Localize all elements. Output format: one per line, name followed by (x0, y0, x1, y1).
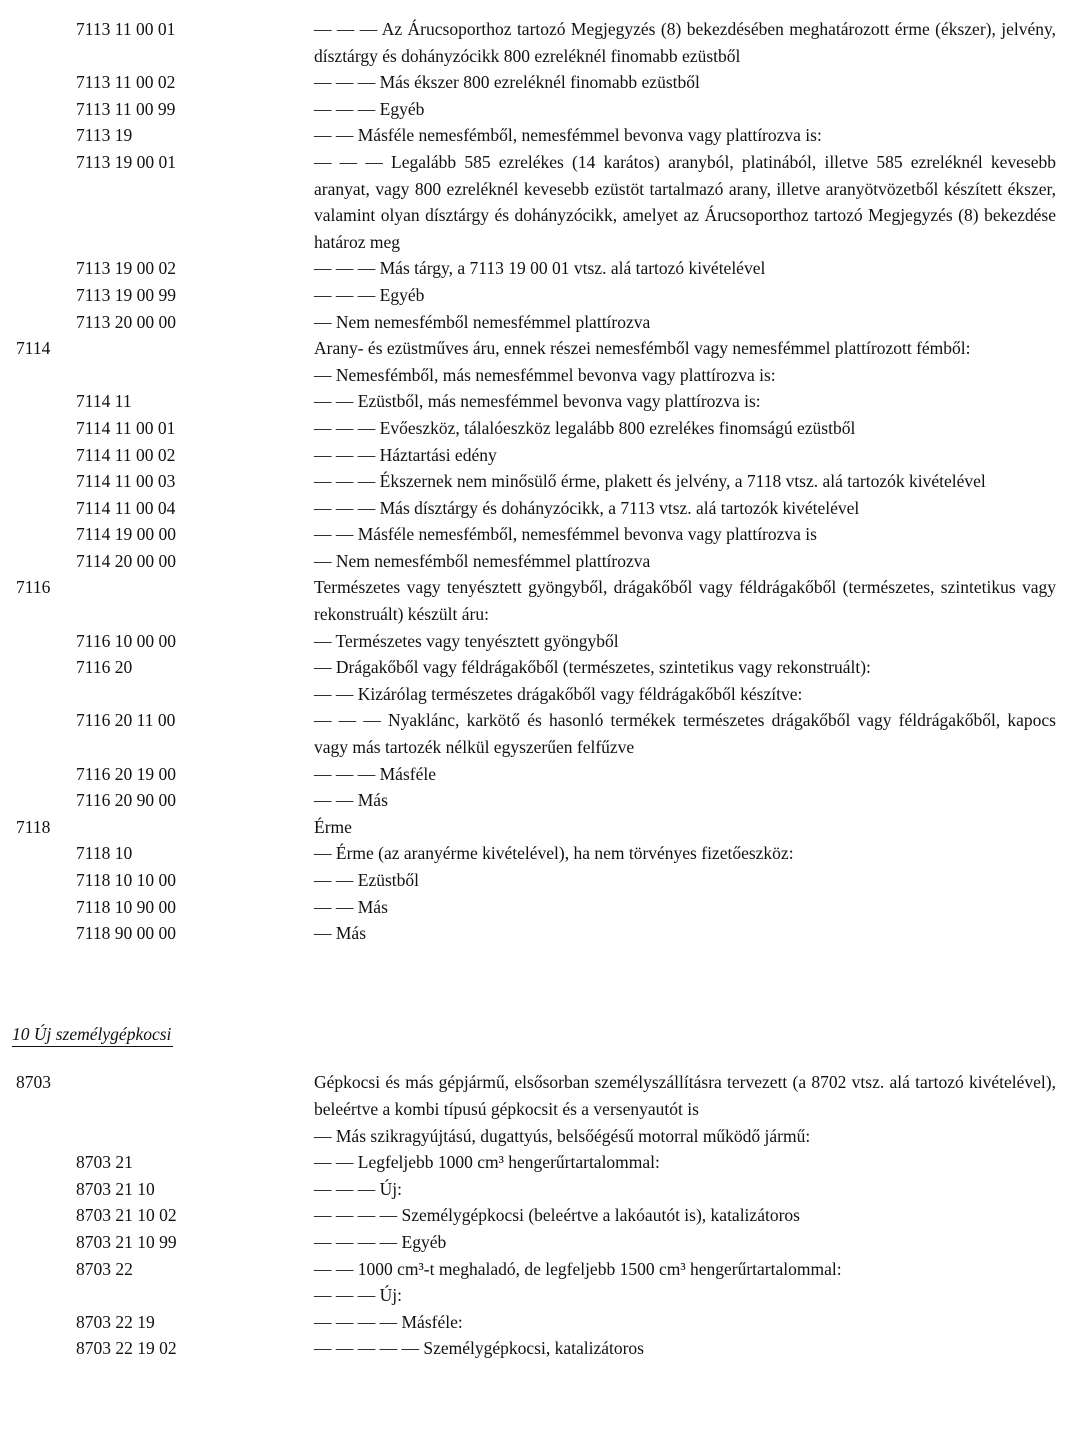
tariff-code: 7114 11 00 03 (76, 471, 176, 492)
tariff-row (0, 1069, 1080, 1122)
tariff-description: — Drágakőből vagy féldrágakőből (természetes, szintetikus vagy rekonstruált): (314, 657, 871, 678)
tariff-row (0, 840, 1080, 867)
tariff-code: 7116 20 11 00 (76, 710, 176, 731)
tariff-row (0, 468, 1080, 495)
tariff-description: — Más (314, 923, 367, 944)
tariff-code: 7116 20 19 00 (76, 763, 176, 784)
tariff-description: — — — Ékszernek nem minősülő érme, plakett és jelvény, a 7118 vtsz. alá tartozók kivételével (314, 471, 986, 492)
tariff-row (0, 1149, 1080, 1176)
tariff-description: — — — Más dísztárgy és dohányzócikk, a 7113 vtsz. alá tartozók kivételével (314, 497, 860, 518)
tariff-row (0, 920, 1080, 947)
tariff-code (0, 1282, 314, 1309)
tariff-code: 7114 11 00 04 (76, 497, 176, 518)
tariff-row (0, 574, 1080, 627)
tariff-code: 7114 19 00 00 (76, 524, 176, 545)
tariff-code: 7114 11 00 02 (76, 444, 176, 465)
tariff-row (0, 867, 1080, 894)
tariff-code: 7116 20 90 00 (76, 790, 176, 811)
tariff-description: — Nemesfémből, más nemesfémmel bevonva vagy plattírozva is: (314, 364, 776, 385)
tariff-code: 7113 11 00 01 (76, 19, 176, 39)
tariff-row (0, 69, 1080, 96)
tariff-row (0, 1309, 1080, 1336)
tariff-code: 7113 19 00 02 (76, 258, 176, 279)
tariff-description: — — — Másféle (314, 763, 436, 784)
tariff-description: — — Kizárólag természetes drágakőből vagy féldrágakőből készítve: (314, 683, 803, 704)
tariff-description: — — Legfeljebb 1000 cm³ hengerűrtartalommal: (314, 1152, 660, 1173)
tariff-description: — — — Nyaklánc, karkötő és hasonló termékek természetes drágakőből vagy féldrágakőből, kapocs vagy más tartozék nélkül egyszerűen felfűzve (314, 710, 1056, 758)
tariff-code: 7114 20 00 00 (76, 550, 176, 571)
tariff-code: 7116 10 00 00 (76, 630, 176, 651)
tariff-code: 7113 11 00 99 (76, 98, 176, 119)
tariff-code: 7114 11 (76, 391, 132, 412)
tariff-code: 7114 11 00 01 (76, 417, 176, 438)
spacer (0, 947, 1080, 999)
tariff-row (0, 442, 1080, 469)
tariff-code: 8703 21 (76, 1152, 133, 1173)
tariff-row (0, 521, 1080, 548)
tariff-row (0, 388, 1080, 415)
tariff-row (0, 1335, 1080, 1362)
section-heading-row (0, 1021, 1080, 1048)
tariff-description: — — — — Másféle: (314, 1311, 463, 1332)
tariff-code: 7118 10 10 00 (76, 870, 176, 890)
tariff-row (0, 548, 1080, 575)
tariff-code: 7118 90 00 00 (76, 923, 176, 944)
tariff-description: — — — Az Árucsoporthoz tartozó Megjegyzés (8) bekezdésében meghatározott érme (ékszer), jelvény, dísztárgy és dohányzócikk 800 ezreléknél finomabb ezüstből (314, 19, 1056, 66)
tariff-row (0, 1229, 1080, 1256)
tariff-description: — — Más (314, 896, 388, 917)
tariff-code: 7114 (16, 338, 51, 359)
tariff-code: 8703 (16, 1072, 51, 1093)
tariff-description: — Érme (az aranyérme kivételével), ha nem törvényes fizetőeszköz: (314, 843, 794, 864)
tariff-code: 8703 21 10 (76, 1178, 155, 1199)
tariff-row (0, 309, 1080, 336)
tariff-description: — — — — — Személygépkocsi, katalizátoros (314, 1338, 644, 1359)
tariff-description: — — — Más tárgy, a 7113 19 00 01 vtsz. alá tartozó kivételével (314, 258, 766, 279)
tariff-description: — — — Más ékszer 800 ezreléknél finomabb ezüstből (314, 72, 700, 93)
tariff-code: 8703 22 19 (76, 1311, 155, 1332)
tariff-table-jewellery (0, 16, 1080, 947)
tariff-description: Érme (314, 816, 352, 837)
tariff-row (0, 362, 1080, 389)
tariff-code: 8703 21 10 99 (76, 1231, 177, 1252)
tariff-description: — — — Egyéb (314, 284, 425, 305)
spacer (0, 1047, 1080, 1069)
tariff-code: 7113 19 00 01 (76, 151, 176, 172)
tariff-row (0, 1282, 1080, 1309)
tariff-document (0, 16, 1080, 1362)
tariff-row (0, 814, 1080, 841)
tariff-row (0, 894, 1080, 921)
tariff-description: — — — Legalább 585 ezrelékes (14 karátos) aranyból, platinából, illetve 585 ezreléknél kevesebb aranyat, vagy 800 ezreléknél kevesebb ezüstöt tartalmazó arany, illetve aranyötvözetből készített ékszer, valamint olyan dísztárgy és dohányzócikk, amelyet az Árucsoporthoz tartozó Megjegyzés (8) bekezdése határoz meg (314, 151, 1056, 252)
tariff-description: — — — Egyéb (314, 98, 425, 119)
tariff-description: — — Más (314, 790, 388, 811)
tariff-code: 8703 21 10 02 (76, 1205, 177, 1226)
tariff-description: Arany- és ezüstműves áru, ennek részei nemesfémből vagy nemesfémmel plattírozott fémből: (314, 338, 971, 359)
tariff-code: 7118 10 90 00 (76, 896, 176, 917)
tariff-code: 7118 10 (76, 843, 133, 864)
tariff-code (0, 362, 314, 389)
tariff-description: — Más szikragyújtású, dugattyús, belsőégésű motorral működő jármű: (314, 1125, 811, 1146)
tariff-row (0, 282, 1080, 309)
tariff-description: — — — — Egyéb (314, 1231, 447, 1252)
tariff-row (0, 628, 1080, 655)
tariff-code (0, 1123, 314, 1150)
section-title: 10 Új személygépkocsi (12, 1022, 173, 1047)
tariff-row (0, 787, 1080, 814)
tariff-code: 7113 20 00 00 (76, 311, 176, 332)
tariff-description: — — — Új: (314, 1285, 402, 1306)
tariff-description: — — Másféle nemesfémből, nemesfémmel bevonva vagy plattírozva is: (314, 125, 822, 146)
tariff-description: — — — Háztartási edény (314, 444, 497, 465)
tariff-description: — — Ezüstből (314, 870, 419, 890)
tariff-row (0, 1202, 1080, 1229)
tariff-code: 8703 22 19 02 (76, 1338, 177, 1359)
tariff-code: 7113 19 (76, 125, 133, 146)
tariff-row (0, 16, 1080, 69)
tariff-description: — — — Evőeszköz, tálalóeszköz legalább 800 ezrelékes finomságú ezüstből (314, 417, 856, 438)
tariff-description: — Nem nemesfémből nemesfémmel plattírozva (314, 311, 651, 332)
tariff-code: 7118 (16, 816, 51, 837)
tariff-row (0, 255, 1080, 282)
tariff-row (0, 96, 1080, 123)
tariff-row (0, 1176, 1080, 1203)
tariff-row (0, 1256, 1080, 1283)
spacer (0, 999, 1080, 1021)
tariff-row (0, 149, 1080, 255)
tariff-row (0, 654, 1080, 681)
tariff-code: 7116 (16, 577, 51, 598)
tariff-row (0, 415, 1080, 442)
tariff-row (0, 495, 1080, 522)
tariff-code: 7116 20 (76, 657, 133, 678)
tariff-row (0, 1123, 1080, 1150)
tariff-table-cars (0, 1069, 1080, 1362)
tariff-row (0, 681, 1080, 708)
tariff-code: 7113 19 00 99 (76, 284, 176, 305)
tariff-row (0, 707, 1080, 760)
tariff-description: — Természetes vagy tenyésztett gyöngyből (314, 630, 619, 651)
tariff-row (0, 761, 1080, 788)
tariff-code: 7113 11 00 02 (76, 72, 176, 93)
tariff-code: 8703 22 (76, 1258, 133, 1279)
tariff-description: — — — Új: (314, 1178, 402, 1199)
tariff-description: — — — — Személygépkocsi (beleértve a lakóautót is), katalizátoros (314, 1205, 800, 1226)
tariff-description: Természetes vagy tenyésztett gyöngyből, drágakőből vagy féldrágakőből (természetes, szintetikus vagy rekonstruált) készült áru: (314, 577, 1056, 625)
tariff-description: — — Ezüstből, más nemesfémmel bevonva vagy plattírozva is: (314, 391, 761, 412)
tariff-row (0, 122, 1080, 149)
tariff-description: — — Másféle nemesfémből, nemesfémmel bevonva vagy plattírozva is (314, 524, 817, 545)
tariff-description: — Nem nemesfémből nemesfémmel plattírozva (314, 550, 651, 571)
tariff-description: — — 1000 cm³-t meghaladó, de legfeljebb 1500 cm³ hengerűrtartalommal: (314, 1258, 842, 1279)
tariff-row (0, 335, 1080, 362)
tariff-code (0, 681, 314, 708)
tariff-description: Gépkocsi és más gépjármű, elsősorban személyszállításra tervezett (a 8702 vtsz. alá tartozó kivételével), beleértve a kombi típusú gépkocsit és a versenyautót is (314, 1072, 1056, 1119)
